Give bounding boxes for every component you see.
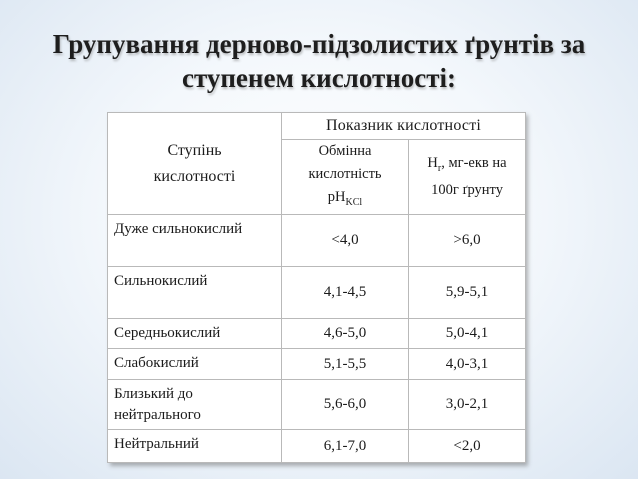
header-ph-line3: [288, 186, 402, 214]
header-acidity-degree: [108, 113, 282, 215]
header-acidity-indicator: Показник кислотності: [282, 113, 526, 140]
row-ph-value: 4,6-5,0: [282, 319, 409, 349]
row-ph-value: 5,1-5,5: [282, 349, 409, 380]
row-hr-value: 5,0-4,1: [409, 319, 526, 349]
header-step-line1: Ступінь: [167, 141, 222, 159]
table-row: [108, 430, 526, 463]
row-ph-value: 6,1-7,0: [282, 430, 409, 463]
row-hr-value: <2,0: [409, 430, 526, 463]
ph-symbol: pH: [327, 189, 346, 206]
table-row: [108, 380, 526, 430]
header-exchange-acidity: [282, 140, 409, 215]
acidity-table: [107, 112, 526, 463]
header-hydrolytic-acidity: [409, 140, 526, 215]
table-row: [108, 349, 526, 380]
acidity-table-container: [107, 112, 525, 463]
row-ph-value: <4,0: [282, 215, 409, 267]
hr-unit: , мг-екв на: [441, 154, 507, 171]
hr-subscript: r: [437, 162, 442, 174]
row-hr-value: 4,0-3,1: [409, 349, 526, 380]
row-name: Дуже сильнокислий: [108, 215, 282, 267]
slide-title-line2: ступенем кислотності:: [181, 63, 457, 93]
hr-symbol: H: [427, 154, 438, 171]
row-hr-value: 3,0-2,1: [409, 380, 526, 430]
header-ph-line1: Обмінна: [318, 143, 372, 160]
row-name: Середньокислий: [108, 319, 282, 349]
table-row: [108, 267, 526, 319]
slide-title-line1: Групування дерново-підзолистих ґрунтів за: [52, 29, 586, 59]
row-name: Близький до нейтрального: [108, 380, 282, 430]
row-ph-value: 4,1-4,5: [282, 267, 409, 319]
ph-subscript: KCl: [345, 196, 363, 208]
header-hr-line2: 100г ґрунту: [431, 182, 503, 199]
row-hr-value: >6,0: [409, 215, 526, 267]
header-ph-line2: кислотність: [308, 166, 382, 183]
table-row: [108, 215, 526, 267]
row-name: Слабокислий: [108, 349, 282, 380]
row-hr-value: 5,9-5,1: [409, 267, 526, 319]
table-row: [108, 319, 526, 349]
header-hr-line1: [415, 152, 519, 180]
row-name: Нейтральний: [108, 430, 282, 463]
row-name: Сильнокислий: [108, 267, 282, 319]
header-step-line2: кислотності: [153, 167, 236, 185]
slide-title: [0, 27, 638, 95]
row-ph-value: 5,6-6,0: [282, 380, 409, 430]
